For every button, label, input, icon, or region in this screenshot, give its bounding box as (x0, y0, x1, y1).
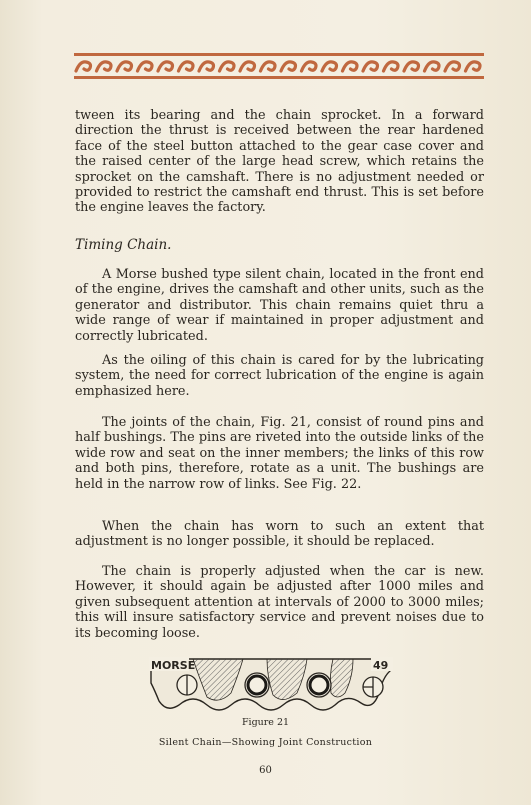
silent-chain-illustration (147, 653, 394, 717)
paragraph-chain-joints (75, 415, 484, 492)
chain-joint-half-bushing-right (363, 677, 383, 697)
paragraph-text: tween its bearing and the chain sprocket. In a forward direction the thrust is received between the rear hardened face of the steel button attached to the gear case cover and the raised center of the large head screw, which retains the sprocket on the camshaft. There is no adjustment needed or provided to restrict the camshaft end thrust. This is set before the engine leaves the factory. (75, 108, 484, 216)
figure-label-left: MORSE (151, 659, 196, 672)
wave-motif (240, 62, 255, 71)
decorative-wave-border (74, 53, 484, 79)
figure-title: Figure 21 (241, 717, 290, 728)
wave-motif (404, 62, 419, 71)
paragraph-timing-chain-intro (75, 267, 484, 344)
wave-motif (97, 62, 112, 71)
paragraph-lubrication (75, 353, 484, 399)
paragraph-text: As the oiling of this chain is cared for by the lubricating system, the need for correct lubrication of the engine is again emphasized here. (75, 353, 484, 399)
paragraph-adjustment (75, 564, 484, 641)
section-heading: Timing Chain. (75, 237, 172, 253)
chain-joint-half-bushing-left (177, 675, 197, 695)
paragraph-text: A Morse bushed type silent chain, located in the front end of the engine, drives the camshaft and other units, such as the generator and distributor. This chain remains quiet thru a wide range of wear if maintained in proper adjustment and correctly lubricated. (75, 267, 484, 344)
wave-motif (117, 62, 132, 71)
wave-motif (466, 62, 481, 71)
paragraph-continued (75, 108, 484, 216)
wave-motif (363, 62, 378, 71)
wave-motif (158, 62, 173, 71)
wave-motif (281, 62, 296, 71)
figure-caption: Silent Chain—Showing Joint Construction (158, 737, 373, 748)
wave-motif (179, 62, 194, 71)
wave-motif (384, 62, 399, 71)
page-number: 60 (259, 765, 272, 776)
chain-joint-pin-2 (307, 673, 331, 697)
chain-joint-pin-1 (245, 673, 269, 697)
figure-label-right: 49 (373, 659, 389, 672)
wave-motif (220, 62, 235, 71)
wave-motif (343, 62, 358, 71)
wave-motif (138, 62, 153, 71)
paragraph-text: When the chain has worn to such an extent that adjustment is no longer possible, it should be replaced. (75, 519, 484, 550)
wave-motif (322, 62, 337, 71)
paragraph-text: The joints of the chain, Fig. 21, consist of round pins and half bushings. The pins are riveted into the outside links of the wide row and seat on the inner members; the links of this row and both pins, therefore, rotate as a unit. The bushings are held in the narrow row of links. See Fig. 22. (75, 415, 484, 492)
wave-motif (199, 62, 214, 71)
wave-motif (445, 62, 460, 71)
wave-motif (302, 62, 317, 71)
wave-motif (425, 62, 440, 71)
paragraph-text: The chain is properly adjusted when the car is new. However, it should again be adjusted after 1000 miles and given subsequent attention at intervals of 2000 to 3000 miles; this will insure satisfactory service and prevent noises due to its becoming loose. (75, 564, 484, 641)
wave-motif (76, 62, 91, 71)
paragraph-replacement (75, 519, 484, 550)
wave-motif (261, 62, 276, 71)
